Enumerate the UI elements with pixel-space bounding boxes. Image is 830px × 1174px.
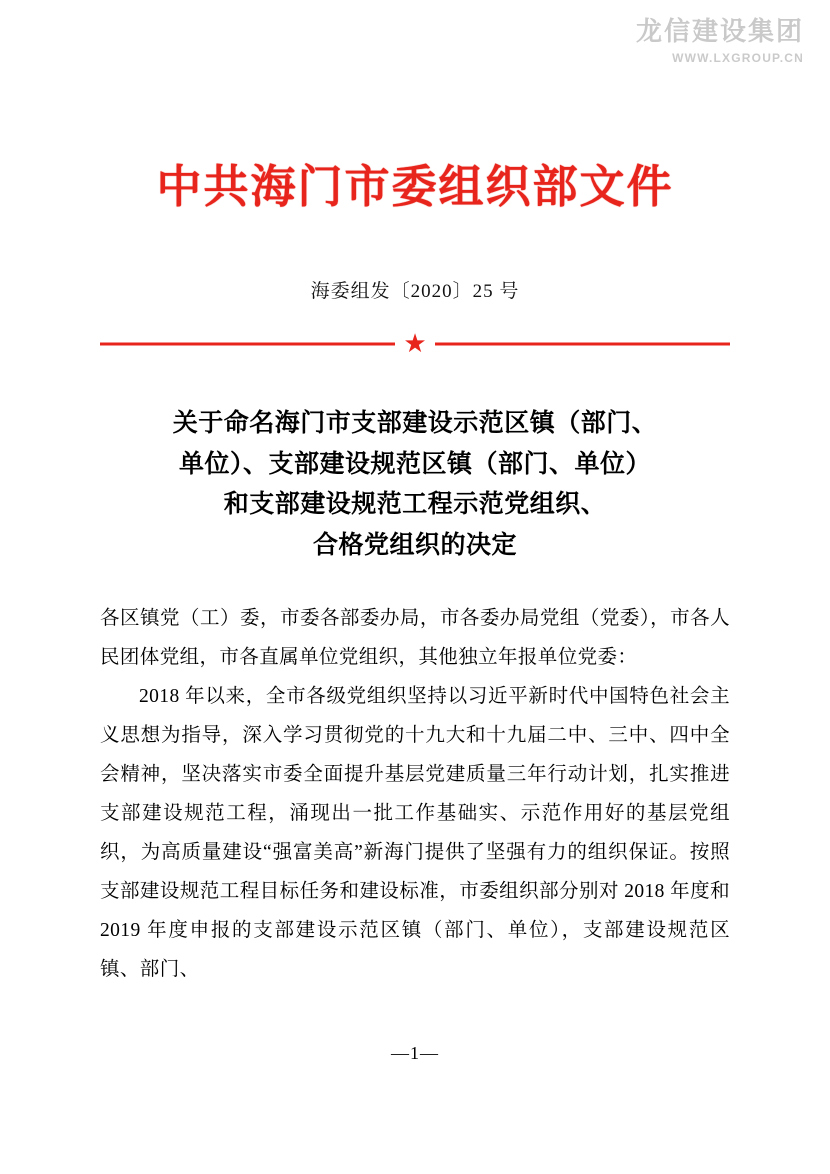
subject-title-line-1: 关于命名海门市支部建设示范区镇（部门、 (172, 408, 658, 437)
star-icon: ★ (395, 331, 434, 357)
watermark-site: WWW.LXGROUP.CN (672, 50, 804, 65)
red-separator-rule (100, 329, 730, 358)
body-paragraph-1: 2018 年以来，全市各级党组织坚持以习近平新时代中国特色社会主义思想为指导，深入学习贯彻党的十九大和十九届二中、三中、四中全会精神，坚决落实市委全面提升基层党建质量三年行动计划，扎实推进支部建设规范工程，涌现出一批工作基础实、示范作用好的基层党组织，为高质量建设“强富美高”新海门提供了坚强有力的组织保证。按照支部建设规范工程目标任务和建设标准，市委组织部分别对 2018 年度和 2019 年度申报的支部建设示范区镇（部门、单位），支部建设规范区镇、部门、 (100, 686, 730, 980)
red-rule-right (430, 343, 730, 346)
document-number: 海委组发〔2020〕25 号 (310, 281, 520, 302)
salutation-paragraph: 各区镇党（工）委，市委各部委办局，市各委办局党组（党委），市各人民团体党组，市各直属单位党组织，其他独立年报单位党委： (100, 608, 730, 668)
watermark-company: 龙信建设集团 (635, 17, 804, 47)
subject-title-line-2: 单位）、支部建设规范区镇（部门、单位） (178, 448, 651, 478)
document-header-title: 中共海门市委组织部文件 (156, 160, 674, 213)
red-rule-left (100, 343, 400, 346)
document-body (100, 599, 730, 989)
document-subject-title (100, 403, 730, 565)
page-number: —1— (391, 1043, 439, 1063)
subject-title-line-3: 和支部建设规范工程示范党组织、 (223, 489, 607, 518)
subject-title-line-4: 合格党组织的决定 (312, 529, 517, 559)
